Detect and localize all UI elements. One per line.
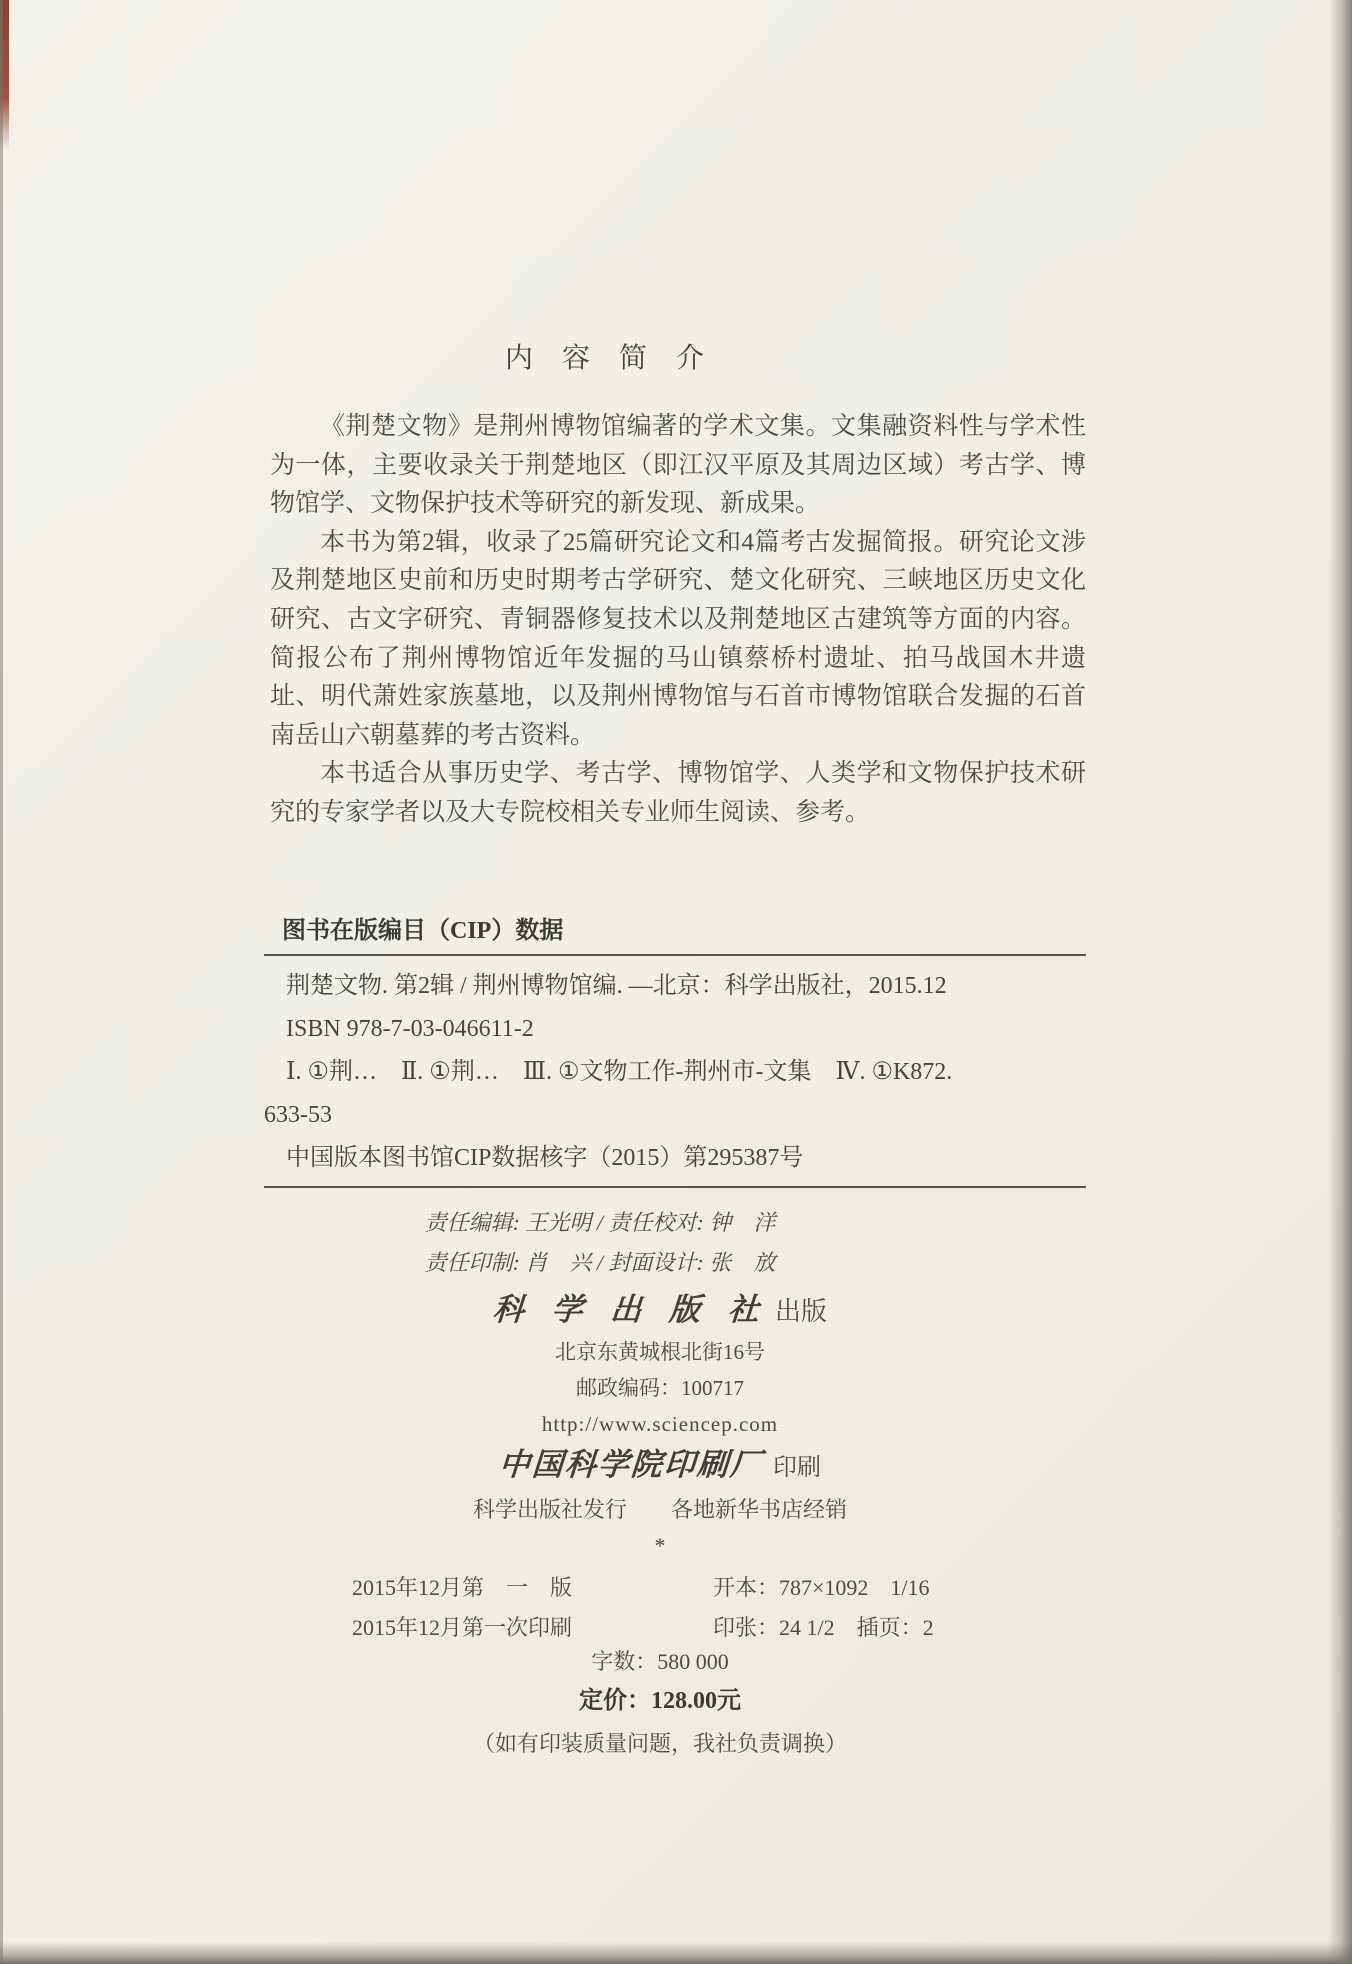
page-edge-right — [1328, 0, 1352, 1964]
cip-classification-continued: 633-53 — [264, 1102, 332, 1128]
printer-line — [270, 1442, 1050, 1491]
page-edge-bottom — [0, 1942, 1352, 1964]
credits-line-production: 责任印制: 肖 兴 / 封面设计: 张 放 — [424, 1250, 776, 1275]
edition-date: 2015年12月第 一 版 — [352, 1575, 573, 1600]
page-title: 内 容 简 介 — [505, 343, 705, 374]
publisher-line — [270, 1288, 1050, 1334]
intro-paragraph-2: 本书为第2辑，收录了25篇研究论文和4篇考古发掘简报。研究论文涉及荆楚地区史前和历史时期考古学研究、楚文化研究、三峡地区历史文化研究、古文字研究、青铜器修复技术以及荆楚地区古建筑等方面的内容。简报公布了荆州博物馆近年发掘的马山镇蔡桥村遗址、拍马战国木井遗址、明代萧姓家族墓地，以及荆州博物馆与石首市博物馆联合发掘的石首南岳山六朝墓葬的考古资料。 — [270, 528, 1086, 749]
intro-paragraph-1: 《荆楚文物》是荆州博物馆编著的学术文集。文集融资料性与学术性为一体，主要收录关于荆楚地区（即江汉平原及其周边区域）考古学、博物馆学、文物保护技术等研究的新发现、新成果。 — [270, 413, 1086, 518]
colophon-block — [270, 1288, 1050, 1767]
cip-registry: 中国版本图书馆CIP数据核字（2015）第295387号 — [286, 1145, 804, 1171]
price-label: 定价： — [579, 1688, 651, 1714]
cip-classification: Ⅰ. ①荆… Ⅱ. ①荆… Ⅲ. ①文物工作-荆州市-文集 Ⅳ. ①K872. — [286, 1059, 953, 1085]
publisher-postcode: 邮政编码：100717 — [576, 1376, 744, 1400]
publisher-address: 北京东黄城根北街16号 — [555, 1340, 765, 1364]
spec-row-printing — [270, 1603, 1050, 1643]
publisher-website: http://www.sciencep.com — [541, 1412, 779, 1436]
content-introduction — [270, 408, 1086, 833]
publisher-role: 出版 — [774, 1297, 827, 1326]
sheets-spec: 印张：24 1/2 插页：2 — [713, 1615, 934, 1640]
distribution-line: 科学出版社发行 各地新华书店经销 — [472, 1497, 847, 1522]
divider-asterisk: * — [654, 1533, 666, 1558]
spec-row-edition — [270, 1563, 1050, 1603]
cip-rule-bottom — [264, 1186, 1086, 1188]
printer-role: 印刷 — [773, 1455, 821, 1481]
cip-isbn: ISBN 978-7-03-046611-2 — [286, 1016, 534, 1042]
cip-data-block — [264, 910, 1086, 1188]
credits-line-editors: 责任编辑: 王光明 / 责任校对: 钟 洋 — [424, 1210, 776, 1235]
quality-note: （如有印装质量问题，我社负责调换） — [472, 1731, 847, 1756]
publisher-name-calligraphy: 科 学 出 版 社 — [491, 1292, 771, 1327]
page-edge-left — [0, 0, 3, 1964]
price-line — [270, 1681, 1050, 1721]
printer-name-calligraphy: 中国科学院印刷厂 — [497, 1447, 765, 1482]
cip-header: 图书在版编目（CIP）数据 — [282, 918, 564, 944]
print-specs — [270, 1563, 1050, 1643]
intro-paragraph-3: 本书适合从事历史学、考古学、博物馆学、人类学和文物保护技术研究的专家学者以及大专院校相关专业师生阅读、参考。 — [270, 760, 1086, 826]
editorial-credits — [270, 1203, 930, 1283]
price-value: 128.00元 — [651, 1688, 741, 1714]
printing-date: 2015年12月第一次印刷 — [352, 1615, 573, 1640]
cip-title-line: 荆楚文物. 第2辑 / 荆州博物馆编. —北京：科学出版社，2015.12 — [286, 973, 947, 999]
word-count: 字数：580 000 — [591, 1649, 729, 1674]
cip-body — [264, 956, 1086, 1180]
format-spec: 开本：787×1092 1/16 — [713, 1575, 930, 1600]
